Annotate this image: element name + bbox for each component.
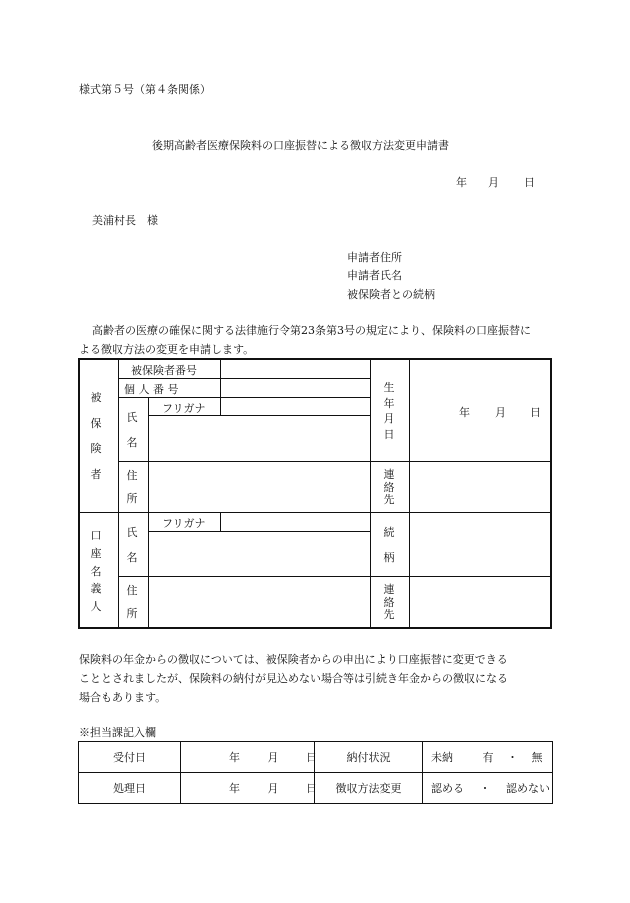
- account-name-field[interactable]: [149, 532, 369, 575]
- processing-date-label: 処理日: [79, 773, 181, 804]
- table-row: [79, 773, 553, 804]
- insured-number-label: 被保険者番号: [131, 364, 197, 377]
- birthdate-day: 日: [530, 406, 541, 419]
- payment-status-label: 納付状況: [315, 742, 423, 773]
- insured-name-label: 氏 名: [126, 411, 138, 449]
- insured-address-label: 住 所: [126, 469, 138, 505]
- insured-furigana-label: フリガナ: [162, 402, 206, 415]
- reception-date-label: 受付日: [79, 742, 181, 773]
- body-text-line2: よる徴収方法の変更を申請します。: [79, 343, 255, 356]
- addressee: 美浦村長 様: [92, 214, 158, 227]
- account-address-field[interactable]: [149, 577, 369, 626]
- applicant-name-label: 申請者氏名: [347, 269, 402, 282]
- insured-contact-label: 連 絡 先: [383, 468, 395, 506]
- insured-address-field[interactable]: [149, 462, 369, 511]
- processing-date-field[interactable]: 年 月 日: [181, 773, 315, 804]
- date-day: 日: [524, 176, 535, 189]
- reception-date-field[interactable]: 年 月 日: [181, 742, 315, 773]
- applicant-address-label: 申請者住所: [347, 251, 402, 264]
- collection-method-change-label: 徴収方法変更: [315, 773, 423, 804]
- date-year: 年: [456, 176, 467, 189]
- personal-number-field[interactable]: [221, 379, 369, 396]
- form-number: 様式第５号（第４条関係）: [79, 83, 211, 96]
- personal-number-label: 個 人 番 号: [124, 383, 179, 396]
- account-furigana-label: フリガナ: [162, 517, 206, 530]
- account-contact-label: 連 絡 先: [383, 583, 395, 621]
- collection-method-change-field[interactable]: 認める ・ 認めない: [423, 773, 553, 804]
- account-contact-field[interactable]: [410, 577, 549, 626]
- birthdate-year: 年: [459, 406, 470, 419]
- insured-number-field[interactable]: [221, 360, 369, 377]
- insured-section-header: 被 保 険 者: [90, 391, 102, 481]
- body-text-line1: 高齢者の医療の確保に関する法律施行令第23条第3号の規定により、保険料の口座振替に: [92, 324, 531, 337]
- relation-field[interactable]: [410, 513, 549, 575]
- applicant-relation-label: 被保険者との続柄: [347, 288, 435, 301]
- birthdate-label: 生 年 月 日: [383, 381, 395, 441]
- office-use-title: ※担当課記入欄: [79, 726, 156, 739]
- relation-label: 続 柄: [383, 526, 395, 564]
- office-use-table: [78, 741, 553, 804]
- account-name-label: 氏 名: [126, 526, 138, 564]
- account-furigana-field[interactable]: [221, 513, 369, 530]
- document-title: 後期高齢者医療保険料の口座振替による徴収方法変更申請書: [152, 139, 449, 152]
- notice-line2: こととされましたが、保険料の納付が見込めない場合等は引続き年金からの徴収になる: [79, 672, 508, 685]
- insured-furigana-field[interactable]: [221, 398, 369, 414]
- account-holder-section-header: 口 座 名 義 人: [90, 529, 102, 613]
- birthdate-month: 月: [495, 406, 506, 419]
- insured-name-field[interactable]: [149, 416, 369, 460]
- payment-status-field[interactable]: 未納 有 ・ 無: [423, 742, 553, 773]
- notice-line3: 場合もあります。: [79, 691, 167, 704]
- date-month: 月: [488, 176, 499, 189]
- account-address-label: 住 所: [126, 584, 138, 620]
- insured-contact-field[interactable]: [410, 462, 549, 511]
- notice-line1: 保険料の年金からの徴収については、被保険者からの申出により口座振替に変更できる: [79, 653, 508, 666]
- table-row: [79, 742, 553, 773]
